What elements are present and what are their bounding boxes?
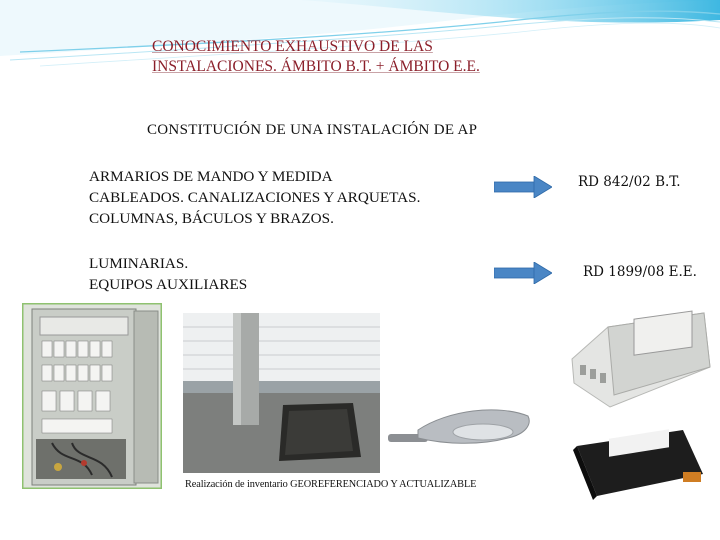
arrow-right-icon bbox=[494, 176, 552, 198]
list-item: CABLEADOS. CANALIZACIONES Y ARQUETAS. bbox=[89, 189, 421, 206]
ballast-equipment-photo bbox=[564, 307, 716, 414]
list-item: EQUIPOS AUXILIARES bbox=[89, 276, 248, 293]
component-list-ee bbox=[89, 253, 247, 295]
slide-title bbox=[152, 37, 672, 77]
lamp-post-and-manhole-photo bbox=[183, 313, 380, 473]
regulation-reference-ee: RD 1899/08 E.E. bbox=[583, 264, 697, 280]
list-item: COLUMNAS, BÁCULOS Y BRAZOS. bbox=[89, 210, 334, 227]
arrow-right-icon bbox=[494, 262, 552, 284]
slide-title-line-1: CONOCIMIENTO EXHAUSTIVO DE LAS bbox=[152, 38, 433, 55]
section-subtitle: CONSTITUCIÓN DE UNA INSTALACIÓN DE AP bbox=[147, 122, 478, 138]
list-item: LUMINARIAS. bbox=[89, 255, 189, 272]
streetlight-luminaire-photo bbox=[388, 390, 538, 468]
list-item: ARMARIOS DE MANDO Y MEDIDA bbox=[89, 168, 333, 185]
regulation-reference-bt: RD 842/02 B.T. bbox=[578, 174, 681, 190]
control-cabinet-photo bbox=[22, 303, 162, 489]
image-caption: Realización de inventario GEOREFERENCIADO Y ACTUALIZABLE bbox=[185, 479, 477, 490]
slide-title-line-2: INSTALACIONES. ÁMBITO B.T. + ÁMBITO E.E. bbox=[152, 58, 480, 75]
component-list-bt bbox=[89, 166, 420, 229]
electronic-driver-photo bbox=[563, 416, 715, 507]
